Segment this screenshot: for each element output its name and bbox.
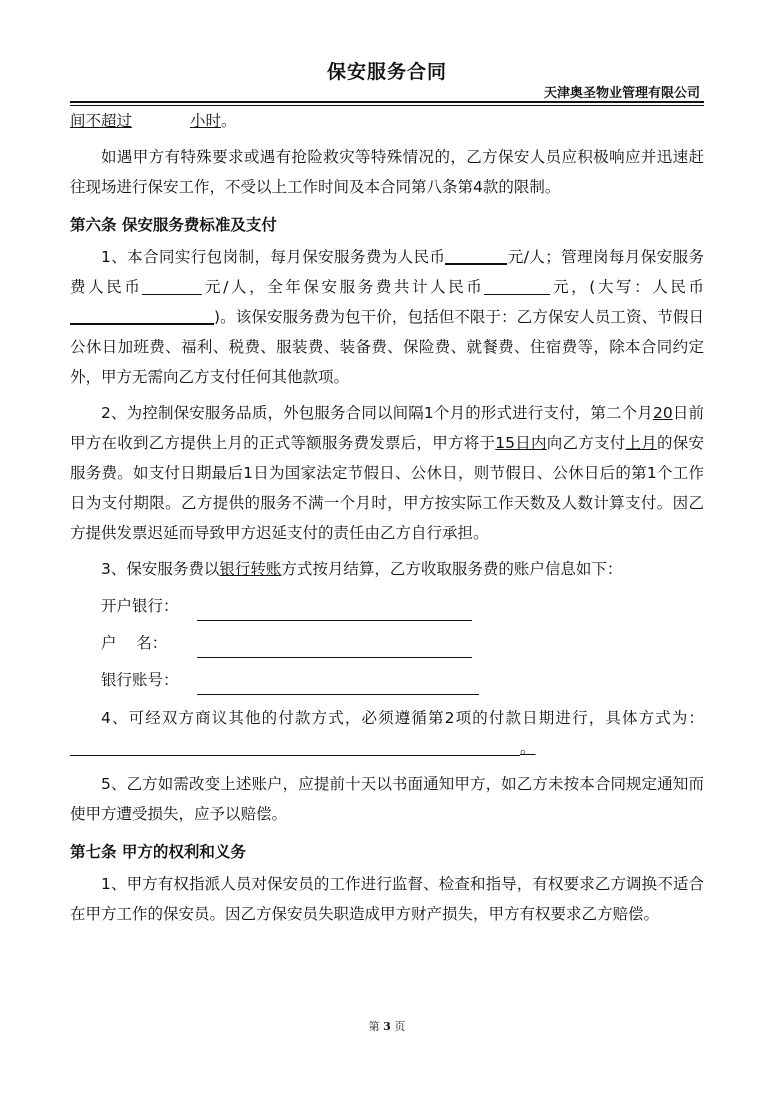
payment-month: 上月: [625, 434, 657, 452]
document-title: 保安服务合同: [326, 61, 447, 83]
account-number-row: [70, 658, 704, 695]
article-7-heading: 第七条 甲方的权利和义务: [70, 843, 246, 861]
footer-suffix: 页: [394, 1020, 406, 1033]
clause-1-text-c: 元/人，全年保安服务费共计人民币: [202, 278, 485, 296]
clause-1-text-a: 1、本合同实行包岗制，每月保安服务费为人民币: [101, 248, 446, 266]
other-method-blank[interactable]: [70, 737, 520, 756]
article-6-clause-1: [70, 242, 704, 392]
payment-method: 银行转账: [219, 560, 282, 578]
article-6-clause-5: 5、乙方如需改变上述账户，应提前十天以书面通知甲方，如乙方未按本合同规定通知而使甲方遭受损失，应予以赔偿。: [70, 775, 704, 823]
bank-input-line[interactable]: [197, 600, 472, 621]
header-rule: [70, 101, 704, 103]
clause-2-text-a: 2、为控制保安服务品质，外包服务合同以间隔1个月的形式进行支付，第二个月: [101, 404, 653, 422]
account-name-input-line[interactable]: [197, 637, 472, 658]
management-fee-blank[interactable]: [142, 276, 202, 295]
clause-2-text-d: 的保安服务费。如支付日期最后1日为国家法定节假日、公休日，则节假日、公休日后的第1个工作日为支付期限。乙方提供的服务不满一个月时，甲方按实际工作天数及人数计算支付。因乙方提供发票迟延而导致甲方迟延支付的责任由乙方自行承担。: [70, 434, 704, 542]
clause-4-end: 。: [520, 739, 536, 757]
page-number: 3: [383, 1020, 391, 1033]
clause-1-text-e: )。该保安服务费为包干价，包括但不限于：乙方保安人员工资、节假日公休日加班费、福利、税费、服装费、装备费、保险费、就餐费、住宿费等，除本合同约定外，甲方无需向乙方支付任何其他款项。: [70, 308, 704, 386]
monthly-fee-blank[interactable]: [445, 245, 507, 265]
account-name-row: [70, 621, 704, 658]
amount-in-words-blank[interactable]: [70, 305, 214, 325]
clause-3-text-a: 3、保安服务费以: [101, 560, 220, 578]
article-6-clause-2: [70, 398, 704, 548]
account-name-label: 户 名：: [101, 634, 168, 652]
cont-mid: 小时: [190, 112, 222, 130]
clause-1-text-b: 元/人；管理岗每月保安服务费人民币: [70, 248, 704, 296]
clause-4-text: 4、可经双方商议其他的付款方式，必须遵循第2项的付款日期进行，具体方式为：: [101, 709, 704, 727]
continuation-line: [70, 106, 704, 136]
company-name: 天津奥圣物业管理有限公司: [543, 86, 700, 101]
page-footer: [0, 1018, 774, 1034]
clause-2-text-b: 日前甲方在收到乙方提供上月的正式等额服务费发票后，甲方将于: [70, 404, 704, 452]
bank-label: 开户银行：: [101, 597, 179, 615]
bank-row: [70, 584, 704, 621]
cont-end: 。: [221, 112, 237, 130]
clause-1-text-d: 元，(大写：人民币: [550, 278, 704, 296]
due-day: 20: [652, 404, 673, 422]
payment-days: 15日内: [495, 434, 547, 452]
footer-prefix: 第: [368, 1020, 380, 1033]
article-7-clause-1: 1、甲方有权指派人员对保安员的工作进行监督、检查和指导，有权要求乙方调换不适合在甲方工作的保安员。因乙方保安员失职造成甲方财产损失，甲方有权要求乙方赔偿。: [70, 875, 704, 923]
hours-blank[interactable]: [132, 111, 190, 129]
clause-2-text-c: 向乙方支付: [546, 434, 626, 452]
contract-body: [70, 106, 704, 929]
account-number-input-line[interactable]: [197, 674, 479, 695]
clause-3-text-b: 方式按月结算，乙方收取服务费的账户信息如下：: [281, 560, 623, 578]
cont-prefix: 间不超过: [70, 112, 133, 130]
article-6-clause-4: [70, 703, 704, 763]
account-number-label: 银行账号：: [101, 671, 179, 689]
article-6-heading: 第六条 保安服务费标准及支付: [70, 216, 277, 234]
special-situation-paragraph: 如遇甲方有特殊要求或遇有抢险救灾等特殊情况的，乙方保安人员应积极响应并迅速赶往现场进行保安工作，不受以上工作时间及本合同第八条第4款的限制。: [70, 148, 704, 196]
article-6-clause-3: [70, 554, 704, 584]
annual-fee-blank[interactable]: [484, 276, 550, 295]
